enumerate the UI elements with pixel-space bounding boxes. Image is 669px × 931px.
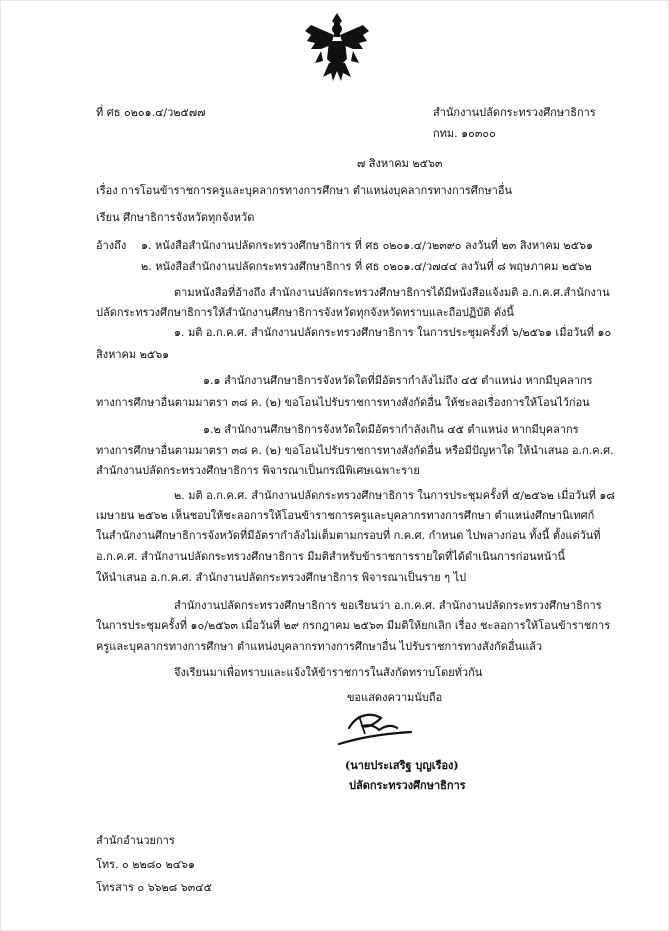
body-line: ๒. มติ อ.ก.ค.ศ. สำนักงานปลัดกระทรวงศึกษาธิการ ในการประชุมครั้งที่ ๕/๒๕๖๒ เมื่อวันที่ ๑๘: [174, 489, 615, 502]
closing-phrase: ขอแสดงความนับถือ: [347, 691, 443, 704]
body-line: ๑. มติ อ.ก.ค.ศ. สำนักงานปลัดกระทรวงศึกษาธิการ ในการประชุมครั้งที่ ๖/๒๕๖๑ เมื่อวันที่ ๑๐: [174, 326, 612, 339]
organization-name: สำนักงานปลัดกระทรวงศึกษาธิการ: [433, 106, 596, 119]
reference-label: อ้างถึง: [96, 239, 127, 252]
body-line: ปลัดกระทรวงศึกษาธิการให้สำนักงานศึกษาธิการจังหวัดทุกจังหวัดทราบและถือปฏิบัติ ดังนี้: [96, 306, 514, 319]
letter-recipient: เรียน ศึกษาธิการจังหวัดทุกจังหวัด: [96, 211, 255, 224]
body-line: ทางการศึกษาอื่นตามมาตรา ๓๘ ค. (๒) ขอโอนไปรับราชการทางสังกัดอื่น ให้ชะลอเรื่องการให้โอนไว้ก่อน: [96, 396, 590, 409]
signer-name: (นายประเสริฐ บุญเรือง): [345, 759, 459, 772]
garuda-emblem-icon: [301, 7, 373, 87]
signer-title: ปลัดกระทรวงศึกษาธิการ: [349, 779, 466, 792]
body-line: ๑.๒ สำนักงานศึกษาธิการจังหวัดใดมีอัตรากำลังเกิน ๔๕ ตำแหน่ง หากมีบุคลากร: [203, 423, 579, 436]
body-line: สำนักงานปลัดกระทรวงศึกษาธิการ ขอเรียนว่า อ.ก.ค.ศ. สำนักงานปลัดกระทรวงศึกษาธิการ: [174, 599, 602, 612]
body-line: ในสำนักงานศึกษาธิการจังหวัดที่มีอัตรากำลังไม่เต็มตามกรอบที่ ก.ค.ศ. กำหนด ไปพลางก่อน ทั้งนี้ ตั้งแต่วันที่: [96, 529, 601, 542]
body-line: ให้นำเสนอ อ.ก.ค.ศ. สำนักงานปลัดกระทรวงศึกษาธิการ พิจารณาเป็นราย ๆ ไป: [96, 571, 467, 584]
body-line: ๑.๑ สำนักงานศึกษาธิการจังหวัดใดที่มีอัตรากำลังไม่ถึง ๔๕ ตำแหน่ง หากมีบุคลากร: [203, 374, 593, 387]
body-line: จึงเรียนมาเพื่อทราบและแจ้งให้ข้าราชการในสังกัดทราบโดยทั่วกัน: [174, 666, 483, 679]
body-line: อ.ก.ค.ศ. สำนักงานปลัดกระทรวงศึกษาธิการ มีมติสำหรับข้าราชการรายใดที่ได้ดำเนินการก่อนหน้านี้: [96, 550, 566, 563]
organization-address: กทม. ๑๐๓๐๐: [433, 127, 496, 140]
body-line: ทางการศึกษาอื่นตามมาตรา ๓๘ ค. (๒) ขอโอนไปรับราชการทางสังกัดอื่น หรือมีปัญหาใด ให้นำเสนอ อ.ก.ค.ศ.: [96, 444, 614, 457]
letter-subject: เรื่อง การโอนข้าราชการครูและบุคลากรทางการศึกษา ตำแหน่งบุคลากรทางการศึกษาอื่น: [96, 184, 512, 197]
letter-date: ๗ สิงหาคม ๒๕๖๓: [357, 157, 443, 170]
body-line: ตามหนังสือที่อ้างถึง สำนักงานปลัดกระทรวงศึกษาธิการได้มีหนังสือแจ้งมติ อ.ก.ค.ศ.สำนักงาน: [174, 286, 610, 299]
footer-telephone: โทร. ๐ ๒๒๘๐ ๒๔๖๑: [96, 858, 196, 871]
signature: [319, 704, 419, 750]
reference-item-2: ๒. หนังสือสำนักงานปลัดกระทรวงศึกษาธิการ ที่ ศธ ๐๒๐๑.๔/ว๗๔๔ ลงวันที่ ๘ พฤษภาคม ๒๕๖๒: [141, 260, 592, 273]
reference-number: ที่ ศธ ๐๒๐๑.๔/ว๒๕๗๗: [96, 106, 206, 119]
reference-item-1: ๑. หนังสือสำนักงานปลัดกระทรวงศึกษาธิการ ที่ ศธ ๐๒๐๑.๔/ว๒๓๙๐ ลงวันที่ ๒๓ สิงหาคม ๒๕๖๑: [141, 239, 593, 252]
body-line: ครูและบุคลากรทางการศึกษา ตำแหน่งบุคลากรทางการศึกษาอื่น ไปรับราชการทางสังกัดอื่นแล้ว: [96, 640, 543, 653]
body-line: สิงหาคม ๒๕๖๑: [96, 348, 170, 361]
body-line: เมษายน ๒๕๖๒ เห็นชอบให้ชะลอการให้โอนข้าราชการครูและบุคลากรทางการศึกษา ตำแหน่งศึกษานิเทศก์: [96, 509, 595, 522]
body-line: ในการประชุมครั้งที่ ๑๐/๒๕๖๓ เมื่อวันที่ ๒๙ กรกฎาคม ๒๕๖๓ มีมติให้ยกเลิก เรื่อง ชะลอการให้โอนข้าราชการ: [96, 619, 611, 632]
footer-office: สำนักอำนวยการ: [96, 834, 175, 847]
body-line: สำนักงานปลัดกระทรวงศึกษาธิการ พิจารณาเป็นกรณีพิเศษเฉพาะราย: [96, 464, 420, 477]
footer-fax: โทรสาร ๐ ๖๖๒๘ ๖๓๔๕: [96, 881, 212, 894]
